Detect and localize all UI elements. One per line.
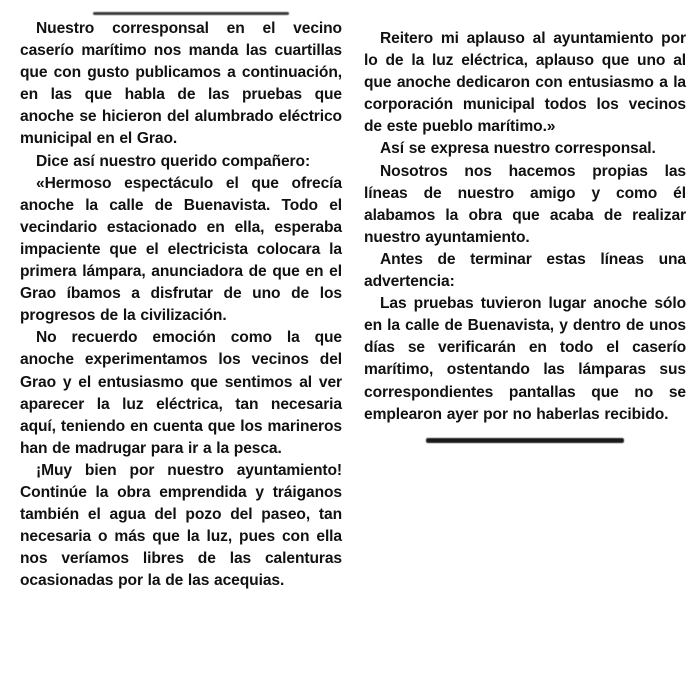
paragraph: Nosotros nos hacemos propias las líneas de nuestro amigo y como él alabamos la obra que acaba de realizar nuestro ayuntamiento. bbox=[364, 162, 686, 246]
paragraph: Dice así nuestro querido compañero: bbox=[36, 152, 311, 170]
left-column bbox=[20, 0, 342, 592]
paragraph: Así se expresa nuestro corresponsal. bbox=[380, 140, 656, 158]
paragraph: No recuerdo emoción como la que anoche experimentamos los vecinos del Grao y el entusiasmo que sentimos al ver aparecer la luz eléctrica, tan necesaria aquí, teniendo en cuenta que los marineros han de madrugar para ir a la pesca. bbox=[20, 329, 342, 457]
end-separator-rule bbox=[426, 438, 624, 443]
top-separator-rule bbox=[93, 12, 289, 15]
paragraph: Las pruebas tuvieron lugar anoche sólo en la calle de Buenavista, y dentro de unos días se verificarán en todo el caserío marítimo, ostentando las lámparas sus correspondientes pantallas que no se emplearon ayer por no haberlas recibido. bbox=[364, 295, 686, 423]
paragraph: Antes de terminar estas líneas una advertencia: bbox=[364, 250, 686, 291]
right-column-text bbox=[364, 0, 686, 426]
left-column-text bbox=[20, 0, 342, 592]
right-column bbox=[364, 0, 686, 443]
paragraph: «Hermoso espectáculo el que ofrecía anoche la calle de Buenavista. Todo el vecindario estacionado en ella, esperaba impaciente que el electricista colocara la primera lámpara, anunciadora de que en el Grao íbamos a disfrutar de uno de los progresos de la civilización. bbox=[20, 174, 342, 325]
paragraph: Nuestro corresponsal en el vecino caserío marítimo nos manda las cuartillas que con gusto publicamos a continuación, en las que habla de las pruebas que anoche se hicieron del alumbrado eléctrico municipal en el Grao. bbox=[20, 20, 342, 148]
paragraph: ¡Muy bien por nuestro ayuntamiento! Continúe la obra emprendida y tráiganos también el agua del pozo del paseo, tan necesaria o más que la luz, pues con ella nos veríamos libres de las calenturas ocasionadas por la de las acequias. bbox=[20, 461, 342, 590]
paragraph: Reitero mi aplauso al ayuntamiento por lo de la luz eléctrica, aplauso que uno al que anoche dedicaron con entusiasmo a la corporación municipal todos los vecinos de este pueblo marítimo.» bbox=[364, 30, 686, 136]
